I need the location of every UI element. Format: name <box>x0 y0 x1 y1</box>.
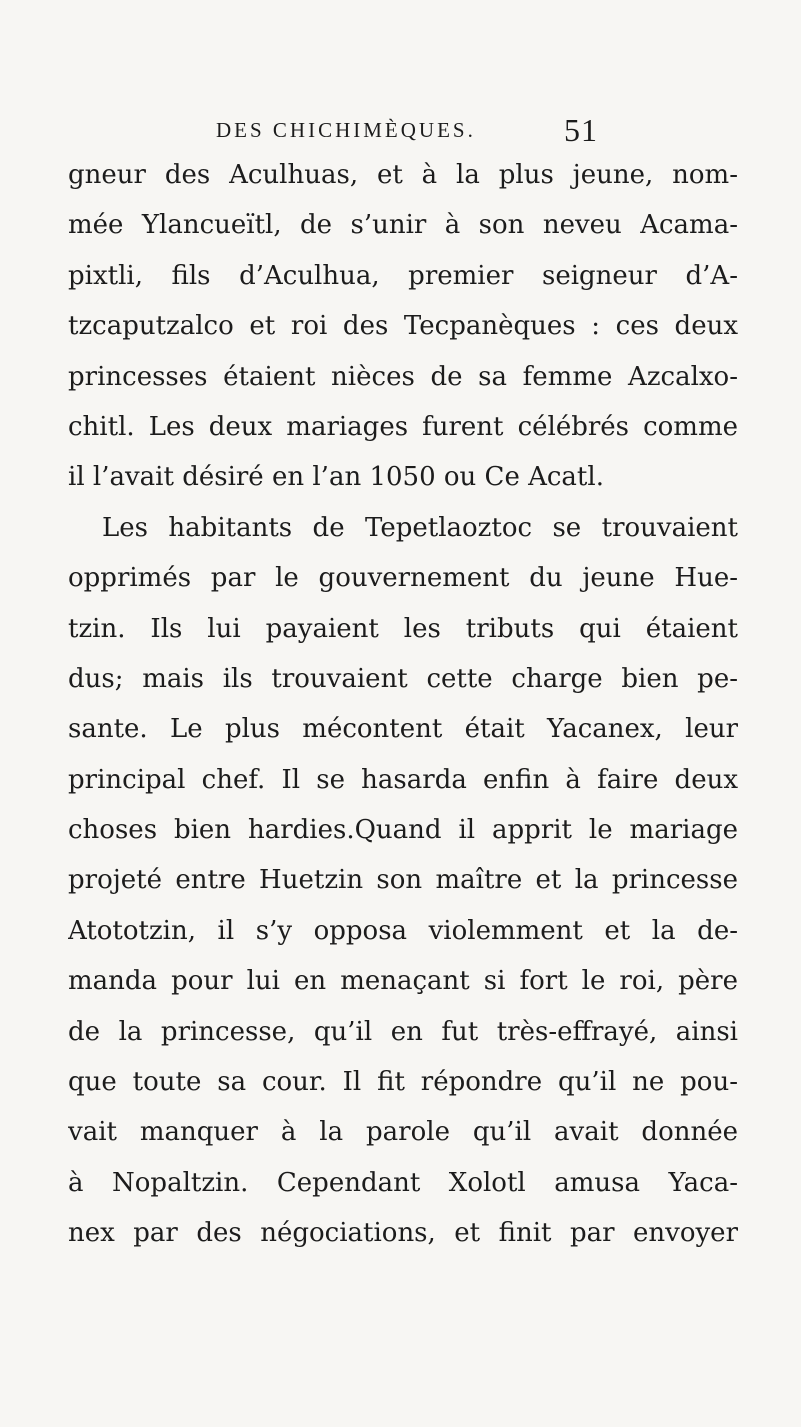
body-text <box>68 150 738 1259</box>
text-line-12: sante. Le plus mécontent était Yacanex, leur <box>68 714 738 745</box>
text-line-6: chitl. Les deux mariages furent célébrés comme <box>68 411 738 442</box>
text-line-13: principal chef. Il se hasarda enfin à faire deux <box>68 764 738 795</box>
text-line-18: de la princesse, qu’il en fut très-effrayé, ainsi <box>68 1016 738 1047</box>
text-line-21: à Nopaltzin. Cependant Xolotl amusa Yaca- <box>68 1167 738 1198</box>
text-line-10: tzin. Ils lui payaient les tributs qui étaient <box>68 613 738 644</box>
running-title: DES CHICHIMÈQUES. <box>216 118 476 142</box>
text-line-11: dus; mais ils trouvaient cette charge bien pe- <box>68 663 738 694</box>
text-line-20: vait manquer à la parole qu’il avait donnée <box>68 1117 738 1148</box>
text-line-8: Les habitants de Tepetlaoztoc se trouvaient <box>102 512 738 543</box>
text-line-5: princesses étaient nièces de sa femme Azcalxo- <box>68 361 738 392</box>
page-number: 51 <box>564 112 598 148</box>
text-line-16: Atototzin, il s’y opposa violemment et la de- <box>68 915 738 946</box>
text-line-9: opprimés par le gouvernement du jeune Hue- <box>68 563 738 594</box>
text-line-17: manda pour lui en menaçant si fort le roi, père <box>68 966 738 997</box>
text-line-3: pixtli, fils d’Aculhua, premier seigneur d’A- <box>68 260 738 291</box>
text-line-7: il l’avait désiré en l’an 1050 ou Ce Acatl. <box>68 462 604 493</box>
text-line-19: que toute sa cour. Il fit répondre qu’il ne pou- <box>68 1067 738 1098</box>
text-line-14: choses bien hardies.Quand il apprit le mariage <box>68 815 738 846</box>
text-line-2: mée Ylancueïtl, de s’unir à son neveu Acama- <box>68 210 738 241</box>
running-head <box>176 112 596 152</box>
text-line-4: tzcaputzalco et roi des Tecpanèques : ces deux <box>68 311 738 342</box>
text-line-22: nex par des négociations, et finit par envoyer <box>68 1218 738 1249</box>
text-line-1: gneur des Aculhuas, et à la plus jeune, nom- <box>68 160 738 190</box>
text-line-15: projeté entre Huetzin son maître et la princesse <box>68 865 738 896</box>
